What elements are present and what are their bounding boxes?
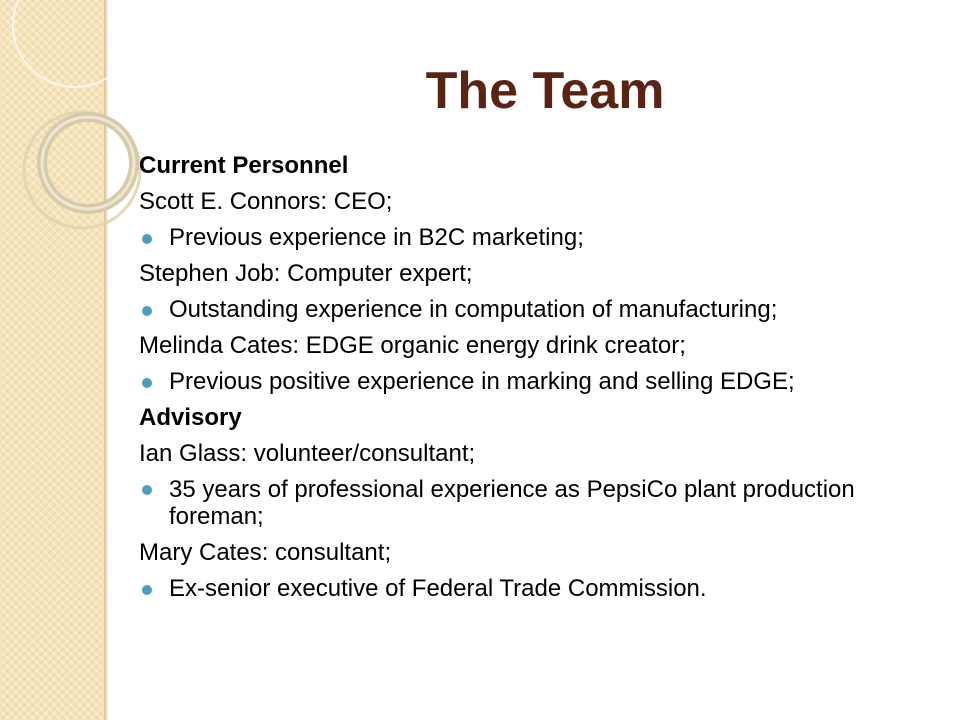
section-heading-advisory: Advisory xyxy=(139,404,242,431)
section-heading-current-personnel: Current Personnel xyxy=(139,152,349,179)
bullet-dot-icon xyxy=(142,378,152,388)
bullet-dot-icon xyxy=(142,585,152,595)
bullet-dot-icon xyxy=(142,306,152,316)
bullet-text: Outstanding experience in computation of manufacturing; xyxy=(169,296,778,323)
decorative-circles-graphic xyxy=(0,0,160,260)
team-member-line: Stephen Job: Computer expert; xyxy=(139,260,473,287)
team-member-line: Melinda Cates: EDGE organic energy drink creator; xyxy=(139,332,686,359)
bullet-item xyxy=(139,472,939,535)
bullet-dot-icon xyxy=(142,234,152,244)
team-list xyxy=(139,148,939,607)
bullet-item xyxy=(139,220,939,256)
bullet-item xyxy=(139,292,939,328)
team-member-line: Mary Cates: consultant; xyxy=(139,539,392,566)
bullet-text: 35 years of professional experience as PepsiCo plant production foreman; xyxy=(169,476,855,530)
bullet-dot-icon xyxy=(142,485,152,495)
team-member-line: Ian Glass: volunteer/consultant; xyxy=(139,440,476,467)
bullet-text: Previous experience in B2C marketing; xyxy=(169,224,584,251)
decorative-circle-large xyxy=(13,0,137,87)
bullet-item xyxy=(139,364,939,400)
bullet-text: Previous positive experience in marking and selling EDGE; xyxy=(169,368,795,395)
team-member-line: Scott E. Connors: CEO; xyxy=(139,188,393,215)
bullet-item xyxy=(139,571,939,607)
bullet-text: Ex-senior executive of Federal Trade Commission. xyxy=(169,575,707,602)
slide-title: The Team xyxy=(425,62,665,120)
decorative-circle-highlight xyxy=(42,117,134,209)
